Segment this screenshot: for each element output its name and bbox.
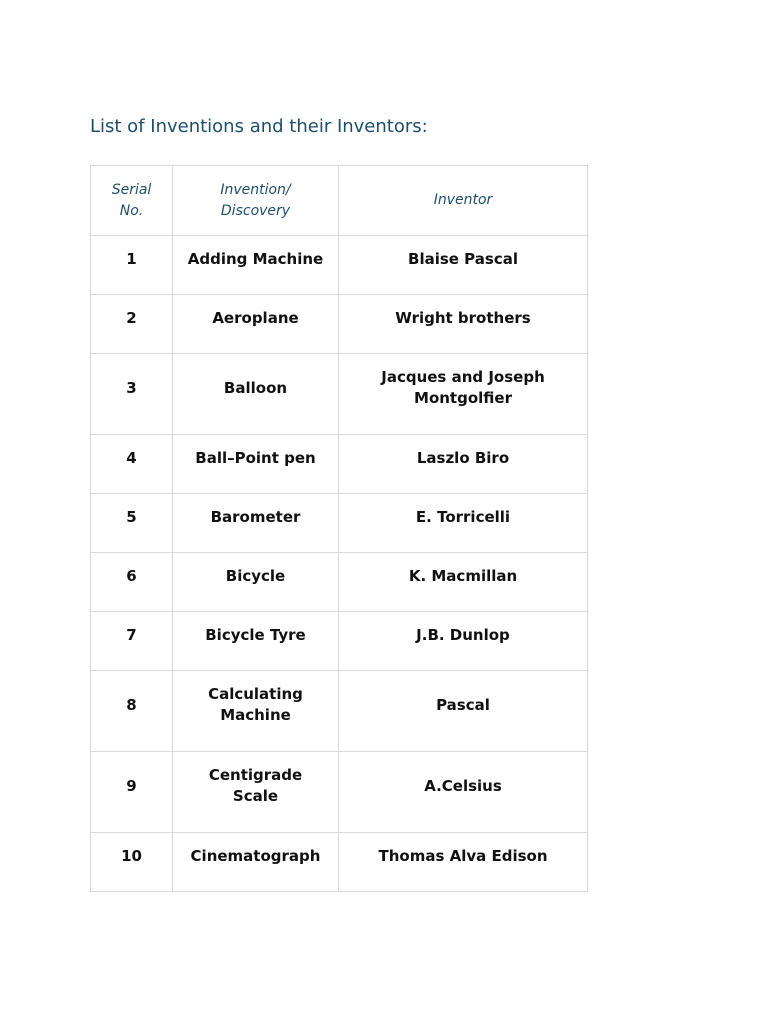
cell-serial-no: 8 — [91, 671, 173, 752]
cell-inventor: Wright brothers — [339, 295, 588, 354]
cell-inventor: Blaise Pascal — [339, 236, 588, 295]
table-row — [91, 833, 588, 892]
cell-serial-no: 2 — [91, 295, 173, 354]
cell-serial-no: 3 — [91, 354, 173, 435]
cell-inventor: Pascal — [339, 671, 588, 752]
table-row — [91, 671, 588, 752]
cell-serial-no: 10 — [91, 833, 173, 892]
cell-invention: Barometer — [173, 494, 339, 553]
table-header-row — [91, 166, 588, 236]
cell-invention: Aeroplane — [173, 295, 339, 354]
cell-serial-no: 6 — [91, 553, 173, 612]
cell-serial-no: 4 — [91, 435, 173, 494]
page-title: List of Inventions and their Inventors: — [90, 116, 428, 137]
cell-inventor: Laszlo Biro — [339, 435, 588, 494]
cell-inventor: K. Macmillan — [339, 553, 588, 612]
table-row — [91, 354, 588, 435]
cell-invention: Adding Machine — [173, 236, 339, 295]
table-row — [91, 553, 588, 612]
cell-serial-no: 9 — [91, 752, 173, 833]
cell-inventor: E. Torricelli — [339, 494, 588, 553]
table-row — [91, 494, 588, 553]
table-row — [91, 612, 588, 671]
cell-inventor: Thomas Alva Edison — [339, 833, 588, 892]
cell-inventor: Jacques and Joseph Montgolfier — [339, 354, 588, 435]
cell-serial-no: 5 — [91, 494, 173, 553]
table-row — [91, 236, 588, 295]
header-inventor: Inventor — [339, 166, 588, 236]
inventions-table — [90, 165, 588, 892]
header-serial-no: Serial No. — [91, 166, 173, 236]
cell-inventor: A.Celsius — [339, 752, 588, 833]
table-row — [91, 752, 588, 833]
cell-invention: Bicycle — [173, 553, 339, 612]
cell-invention: Bicycle Tyre — [173, 612, 339, 671]
cell-inventor: J.B. Dunlop — [339, 612, 588, 671]
table-row — [91, 295, 588, 354]
cell-invention: Ball–Point pen — [173, 435, 339, 494]
header-invention: Invention/ Discovery — [173, 166, 339, 236]
cell-invention: Balloon — [173, 354, 339, 435]
cell-invention: Centigrade Scale — [173, 752, 339, 833]
cell-serial-no: 1 — [91, 236, 173, 295]
cell-serial-no: 7 — [91, 612, 173, 671]
table-row — [91, 435, 588, 494]
cell-invention: Cinematograph — [173, 833, 339, 892]
cell-invention: Calculating Machine — [173, 671, 339, 752]
